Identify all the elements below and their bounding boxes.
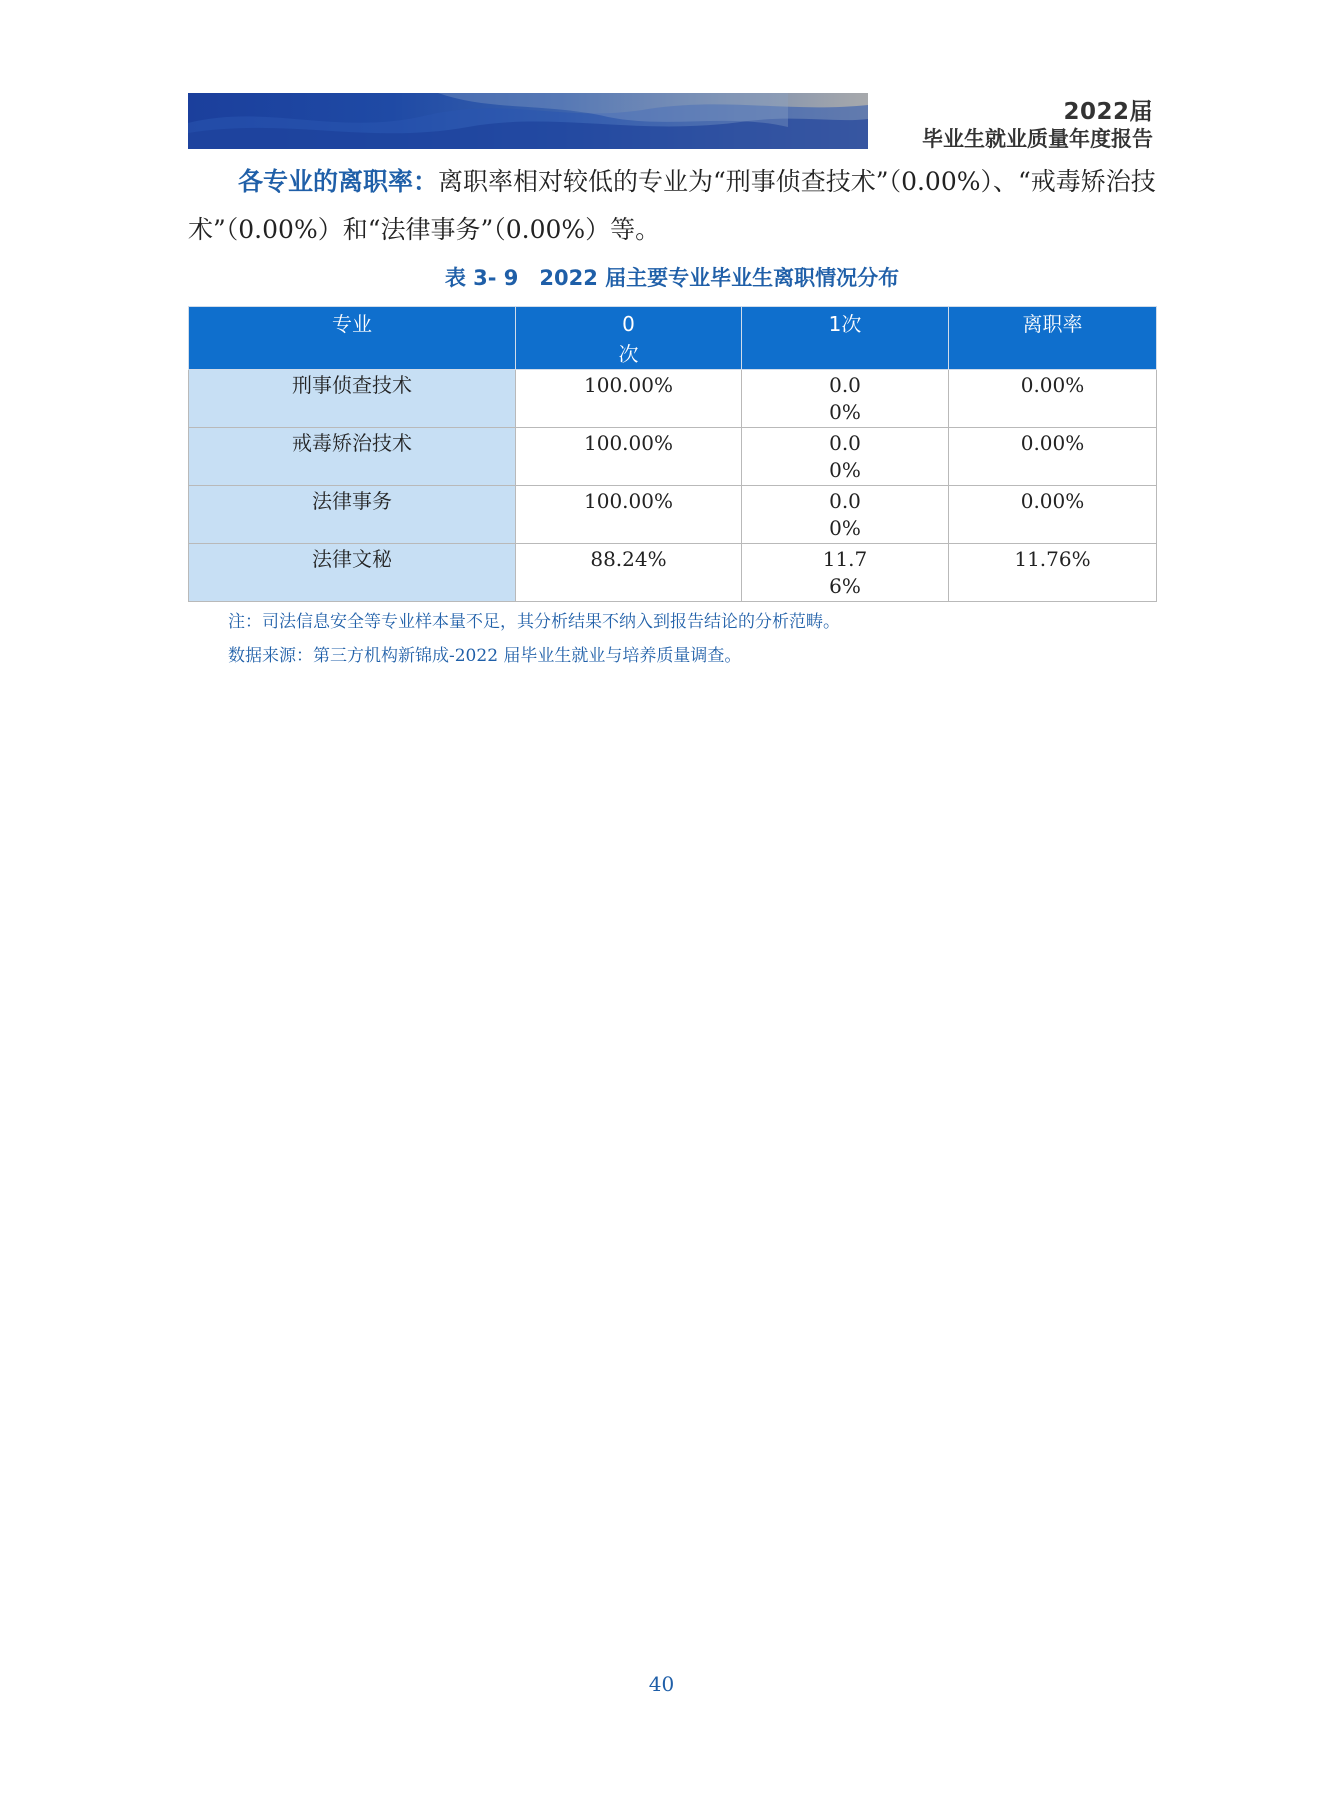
- turnover-table: [188, 306, 1157, 602]
- table-header-row: [189, 307, 1157, 370]
- table-row: [189, 370, 1157, 428]
- major-cell: 刑事侦查技术: [189, 370, 516, 428]
- turnover-rate-cell: 0.00%: [949, 428, 1157, 486]
- zero-times-cell: 88.24%: [516, 544, 742, 602]
- data-source-note: 数据来源：第三方机构新锦成-2022 届毕业生就业与培养质量调查。: [228, 646, 742, 666]
- column-header-one-time: 1次: [742, 307, 949, 370]
- wave-decoration: [188, 93, 868, 149]
- zero-times-cell: 100.00%: [516, 370, 742, 428]
- zero-times-cell: 100.00%: [516, 428, 742, 486]
- zero-times-cell: 100.00%: [516, 486, 742, 544]
- table-row: [189, 428, 1157, 486]
- report-year: 2022届: [1063, 99, 1153, 125]
- one-time-cell: 11.76%: [742, 544, 949, 602]
- major-cell: 法律事务: [189, 486, 516, 544]
- body-paragraph: [188, 158, 1156, 254]
- page-number: 40: [648, 1672, 675, 1696]
- column-header-major: 专业: [189, 307, 516, 370]
- turnover-rate-cell: 11.76%: [949, 544, 1157, 602]
- turnover-rate-cell: 0.00%: [949, 370, 1157, 428]
- table-note: 注：司法信息安全等专业样本量不足，其分析结果不纳入到报告结论的分析范畴。: [228, 612, 840, 632]
- major-cell: 法律文秘: [189, 544, 516, 602]
- column-header-turnover-rate: 离职率: [949, 307, 1157, 370]
- paragraph-lead: 各专业的离职率：: [238, 167, 439, 196]
- table-caption: 表 3- 9 2022 届主要专业毕业生离职情况分布: [444, 266, 900, 290]
- one-time-cell: 0.00%: [742, 428, 949, 486]
- one-time-cell: 0.00%: [742, 486, 949, 544]
- table-row: [189, 486, 1157, 544]
- one-time-cell: 0.00%: [742, 370, 949, 428]
- report-title: 毕业生就业质量年度报告: [922, 127, 1153, 151]
- major-cell: 戒毒矫治技术: [189, 428, 516, 486]
- paragraph-body: 离职率相对较低的专业为“刑事侦查技术”（0.00%）、“戒毒矫治技术”（0.00%）和“法律事务”（0.00%）等。: [188, 167, 1156, 244]
- column-header-zero-times: 0次: [516, 307, 742, 370]
- header-banner: [188, 93, 868, 149]
- table-row: [189, 544, 1157, 602]
- turnover-rate-cell: 0.00%: [949, 486, 1157, 544]
